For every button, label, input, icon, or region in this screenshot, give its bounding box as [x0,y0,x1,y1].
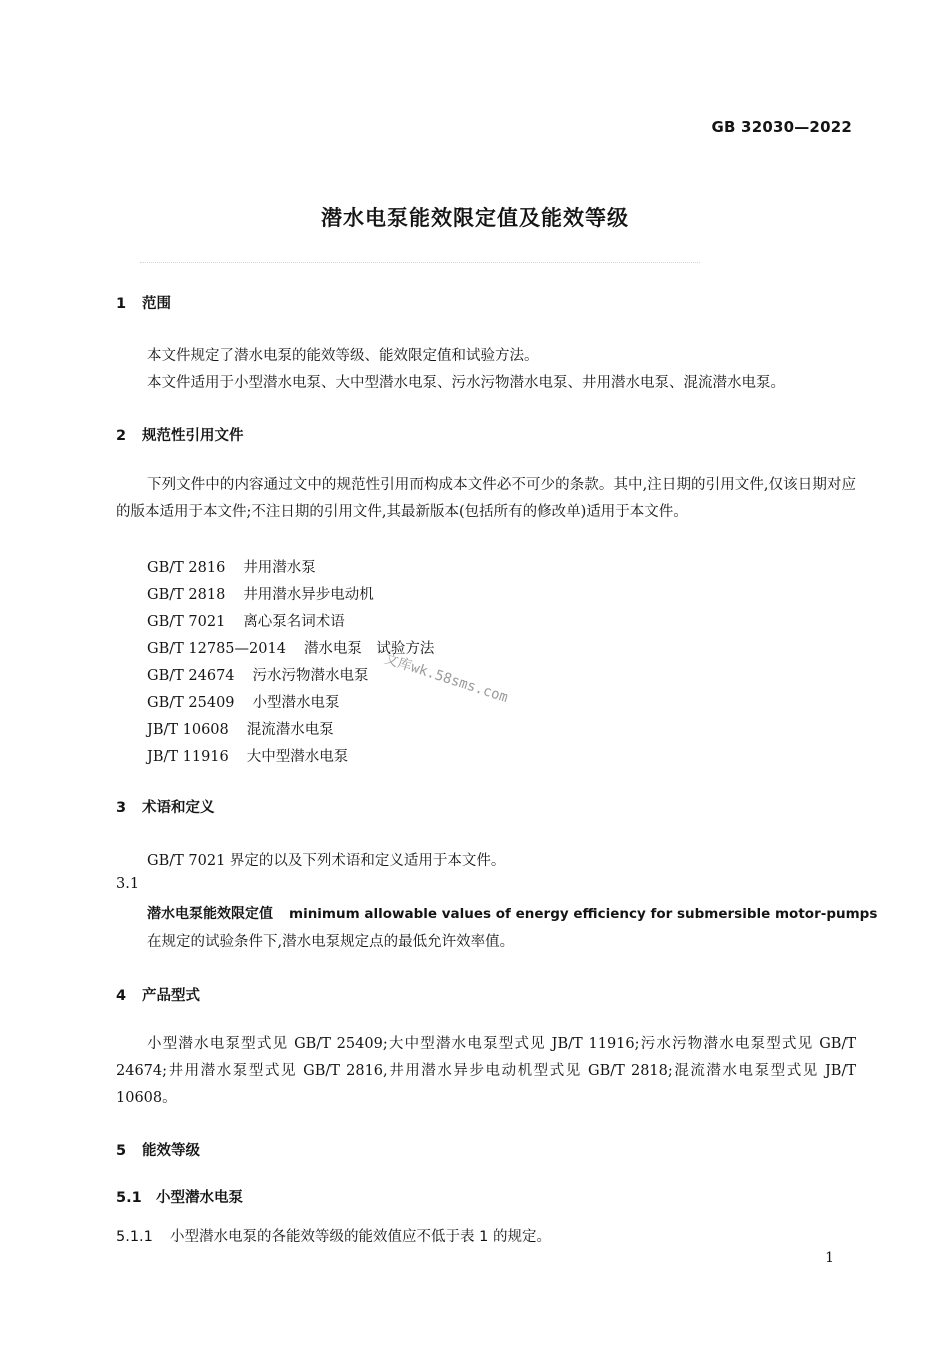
clause-number: 5.1.1 [116,1229,153,1245]
section-number: 1 [116,296,127,312]
reference-name: 井用潜水泵 [243,560,316,576]
reference-item [147,691,340,712]
term-english: minimum allowable values of energy efficiency for submersible motor-pumps [289,906,878,922]
subsection-number: 5.1 [116,1190,142,1206]
reference-name: 小型潜水电泵 [252,695,340,711]
document-title: 潜水电泵能效限定值及能效等级 [321,206,629,230]
section-title: 规范性引用文件 [142,428,244,444]
term-number: 3.1 [116,876,140,892]
standard-number: GB 32030—2022 [711,118,852,136]
section-title: 范围 [142,296,171,312]
section-2-intro: 下列文件中的内容通过文中的规范性引用而构成本文件必不可少的条款。其中,注日期的引用文件,仅该日期对应的版本适用于本文件;不注日期的引用文件,其最新版本(包括所有的修改单)适用于本文件。 [116,477,856,520]
term-definition: 在规定的试验条件下,潜水电泵规定点的最低允许效率值。 [147,934,515,950]
reference-code: GB/T 25409 [147,695,235,711]
reference-name: 潜水电泵 试验方法 [303,641,435,657]
reference-name: 井用潜水异步电动机 [243,587,374,603]
section-number: 2 [116,428,127,444]
reference-code: GB/T 24674 [147,668,235,684]
term-entry [147,903,877,923]
reference-name: 混流潜水电泵 [246,722,334,738]
section-5-heading [116,1139,200,1160]
subsection-title: 小型潜水电泵 [156,1190,243,1206]
term-chinese: 潜水电泵能效限定值 [147,906,273,922]
reference-code: JB/T 11916 [147,749,229,765]
reference-item [147,583,374,604]
reference-code: GB/T 2818 [147,587,226,603]
section-title: 术语和定义 [142,800,215,816]
section-number: 3 [116,800,127,816]
page-number: 1 [825,1250,834,1266]
reference-code: JB/T 10608 [147,722,229,738]
faint-scan-divider [140,262,700,269]
reference-item [147,556,316,577]
section-1-line-1: 本文件规定了潜水电泵的能效等级、能效限定值和试验方法。 [147,348,539,364]
section-number: 4 [116,988,127,1004]
section-2-heading [116,424,244,445]
reference-item [147,745,348,766]
section-1-heading [116,292,171,313]
reference-name: 大中型潜水电泵 [246,749,349,765]
reference-code: GB/T 7021 [147,614,226,630]
reference-item [147,610,345,631]
reference-name: 离心泵名词术语 [243,614,345,630]
section-title: 能效等级 [142,1143,200,1159]
section-4-text: 小型潜水电泵型式见 GB/T 25409;大中型潜水电泵型式见 JB/T 11916;污水污物潜水电泵型式见 GB/T 24674;井用潜水泵型式见 GB/T 2816,井用潜水异步电动机型式见 GB/T 2818;混流潜水电泵型式见 JB/T 10608。 [116,1036,856,1106]
reference-item [147,664,369,685]
reference-code: GB/T 12785—2014 [147,641,286,657]
section-3-heading [116,796,215,817]
reference-code: GB/T 2816 [147,560,226,576]
section-1-line-2: 本文件适用于小型潜水电泵、大中型潜水电泵、污水污物潜水电泵、井用潜水电泵、混流潜水电泵。 [147,375,785,391]
section-title: 产品型式 [142,988,200,1004]
section-number: 5 [116,1143,127,1159]
section-3-intro: GB/T 7021 界定的以及下列术语和定义适用于本文件。 [147,853,506,869]
reference-name: 污水污物潜水电泵 [252,668,369,684]
section-4-heading [116,984,200,1005]
watermark-text: 文库wk.58sms.com [382,650,510,706]
clause-5-1-1 [116,1225,551,1246]
clause-text: 小型潜水电泵的各能效等级的能效值应不低于表 1 的规定。 [170,1229,551,1245]
reference-item [147,718,334,739]
subsection-5-1-heading [116,1186,243,1207]
